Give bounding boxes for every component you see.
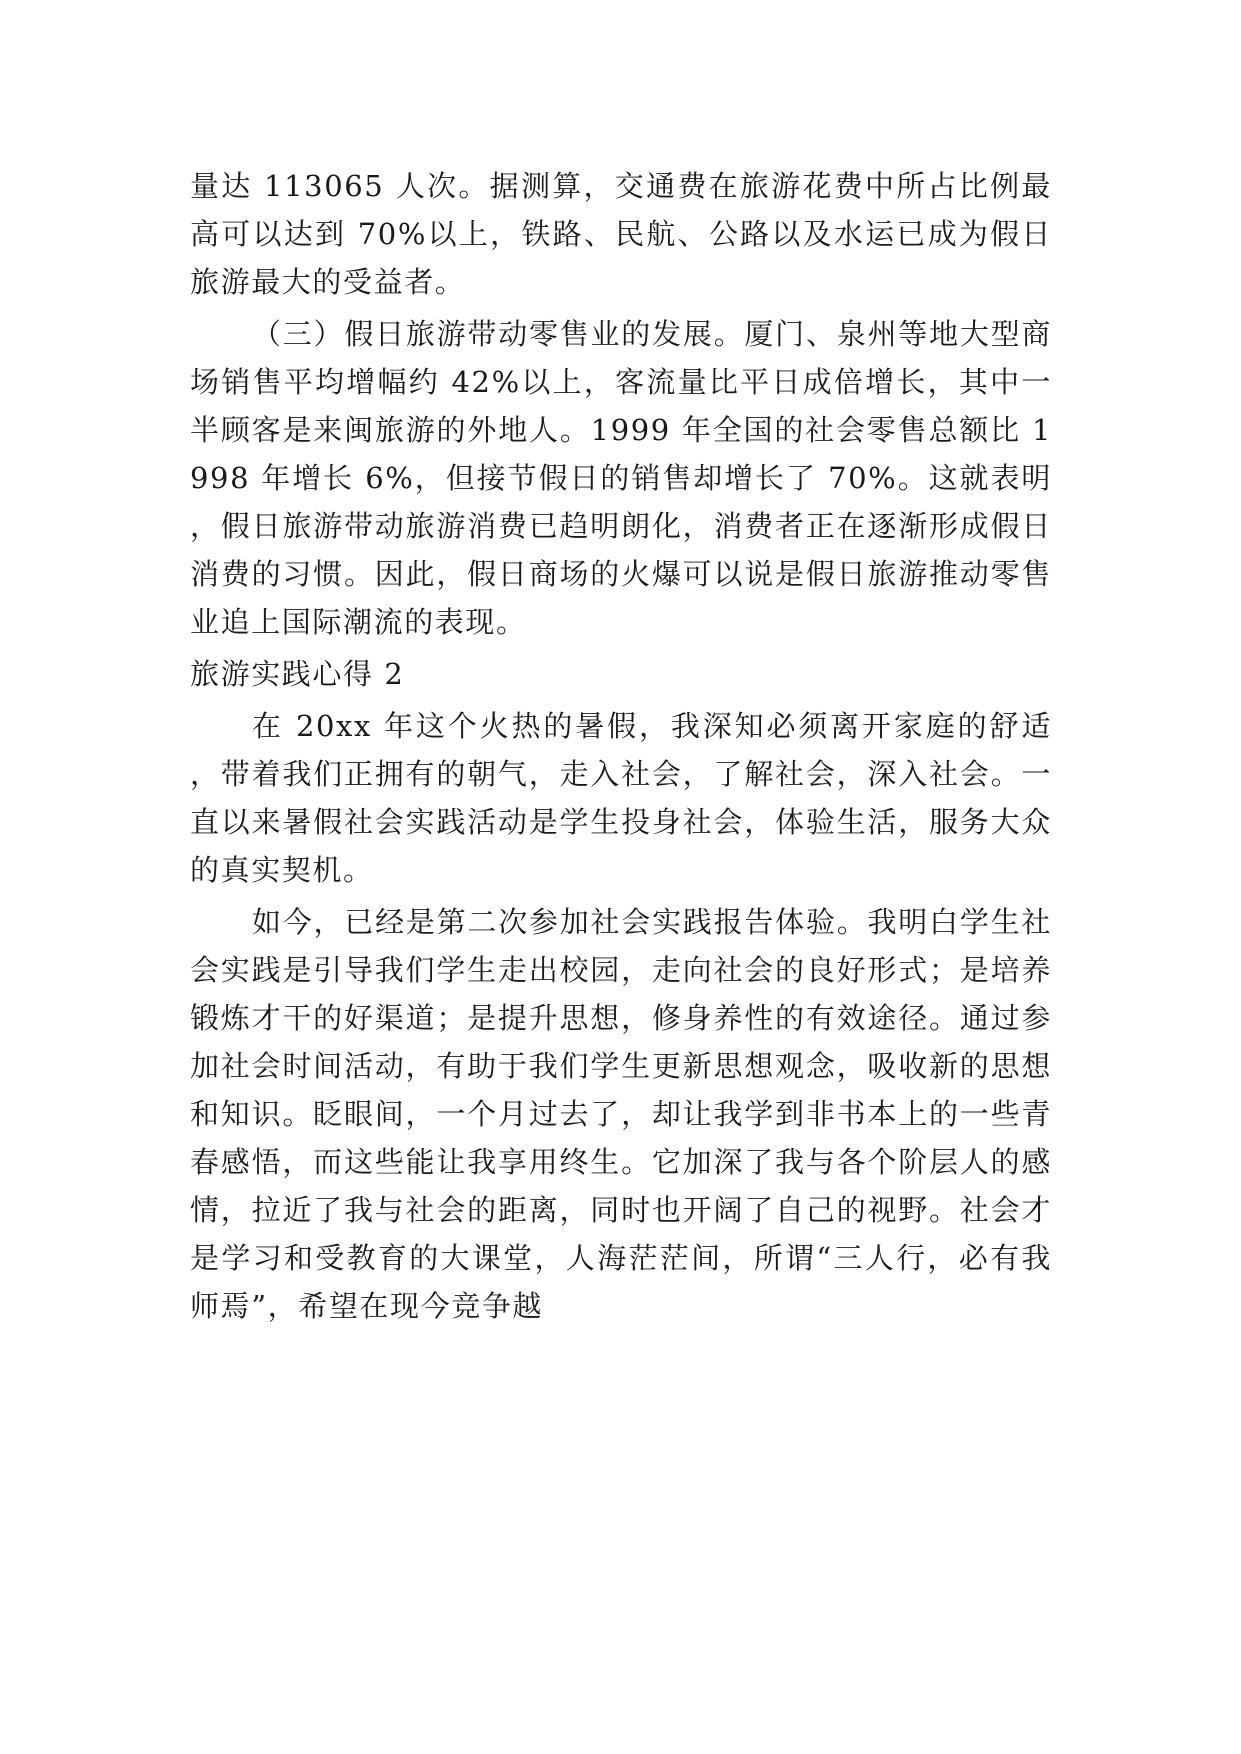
paragraph-summer-practice: 在 20xx 年这个火热的暑假，我深知必须离开家庭的舒适，带着我们正拥有的朝气，走入社会，了解社会，深入社会。一直以来暑假社会实践活动是学生投身社会，体验生活，服务大众的真实契机。 — [190, 709, 1052, 887]
paragraph-transport-revenue: 量达 113065 人次。据测算，交通费在旅游花费中所占比例最高可以达到 70%以上，铁路、民航、公路以及水运已成为假日旅游最大的受益者。 — [190, 169, 1052, 299]
document-body — [190, 162, 1052, 1334]
section-heading: 旅游实践心得 2 — [190, 657, 405, 691]
paragraph-retail-growth: （三）假日旅游带动零售业的发展。厦门、泉州等地大型商场销售平均增幅约 42%以上，客流量比平日成倍增长，其中一半顾客是来闽旅游的外地人。1999 年全国的社会零售总额比 1998 年增长 6%，但接节假日的销售却增长了 70%。这就表明，假日旅游带动旅游消费已趋明朗化，消费者正在逐渐形成假日消费的习惯。因此，假日商场的火爆可以说是假日旅游推动零售业追上国际潮流的表现。 — [190, 317, 1052, 639]
paragraph-practice-reflection: 如今，已经是第二次参加社会实践报告体验。我明白学生社会实践是引导我们学生走出校园，走向社会的良好形式；是培养锻炼才干的好渠道；是提升思想，修身养性的有效途径。通过参加社会时间活动，有助于我们学生更新思想观念，吸收新的思想和知识。眨眼间，一个月过去了，却让我学到非书本上的一些青春感悟，而这些能让我享用终生。它加深了我与各个阶层人的感情，拉近了我与社会的距离，同时也开阔了自己的视野。社会才是学习和受教育的大课堂，人海茫茫间，所谓“三人行，必有我师焉”，希望在现今竞争越 — [190, 905, 1052, 1323]
